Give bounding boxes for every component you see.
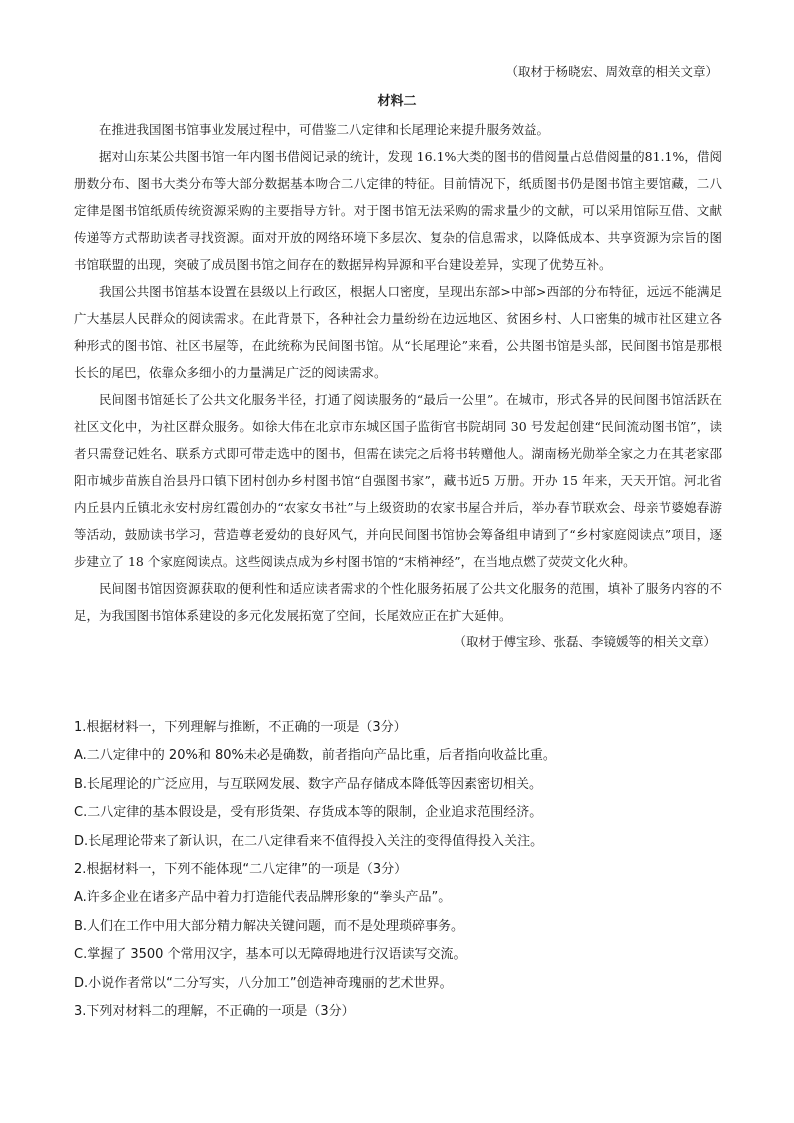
- question-1-option-a: A.二八定律中的 20%和 80%未必是确数，前者指向产品比重，后者指向收益比重。: [74, 748, 556, 764]
- material-title: 材料二: [377, 94, 417, 109]
- paragraph: 民间图书馆延长了公共文化服务半径，打通了阅读服务的“最后一公里”。在城市，形式各异的民间图书馆活跃在社区文化中，为社区群众服务。如徐大伟在北京市东城区国子监街官书院胡同 30 号发起创建“民间流动图书馆”，读者只需登记姓名、联系方式即可带走选中的图书，但需在读完之后将书转赠他人。湖南杨光勋举全家之力在其老家邵阳市城步苗族自治县丹口镇下团村创办乡村图书馆“自强图书家”，藏书近5 万册。开办 15 年来，天天开馆。河北省内丘县内丘镇北永安村房红霞创办的“农家女书社”与上级资助的农家书屋合并后，举办春节联欢会、母亲节婆媳春游等活动，鼓励读书学习，营造尊老爱幼的良好风气，并向民间图书馆协会筹备组申请到了“乡村家庭阅读点”项目，逐步建立了 18 个家庭阅读点。这些阅读点成为乡村图书馆的“末梢神经”，在当地点燃了荧荧文化火种。: [74, 392, 722, 569]
- paragraph: 我国公共图书馆基本设置在县级以上行政区，根据人口密度，呈现出东部>中部>西部的分布特征，远远不能满足广大基层人民群众的阅读需求。在此背景下，各种社会力量纷纷在边远地区、贫困乡村、人口密集的城市社区建立各种形式的图书馆、社区书屋等，在此统称为民间图书馆。从“长尾理论”来看，公共图书馆是头部，民间图书馆是那根长长的尾巴，依靠众多细小的力量满足广泛的阅读需求。: [74, 284, 722, 380]
- question-1-option-c: C.二八定律的基本假设是，受有形货架、存货成本等的限制，企业追求范围经济。: [74, 805, 543, 821]
- question-2-option-c: C.掌握了 3500 个常用汉字，基本可以无障碍地进行汉语读写交流。: [74, 947, 467, 963]
- paragraph: 据对山东某公共图书馆一年内图书借阅记录的统计，发现 16.1%大类的图书的借阅量占总借阅量的81.1%，借阅册数分布、图书大类分布等大部分数据基本吻合二八定律的特征。目前情况下，纸质图书仍是图书馆主要馆藏，二八定律是图书馆纸质传统资源采购的主要指导方针。对于图书馆无法采购的需求量少的文献，可以采用馆际互借、文献传递等方式帮助读者寻找资源。面对开放的网络环境下多层次、复杂的信息需求，以降低成本、共享资源为宗旨的图书馆联盟的出现，突破了成员图书馆之间存在的数据异构异源和平台建设差异，实现了优势互补。: [74, 149, 722, 272]
- paragraph: 民间图书馆因资源获取的便利性和适应读者需求的个性化服务拓展了公共文化服务的范围，填补了服务内容的不足，为我国图书馆体系建设的多元化发展拓宽了空间，长尾效应正在扩大延伸。: [74, 581, 722, 623]
- question-3-stem: 3.下列对材料二的理解，不正确的一项是（3分）: [74, 1004, 355, 1020]
- question-list: [74, 714, 734, 1026]
- material-two-body: [74, 116, 722, 655]
- question-1-option-b: B.长尾理论的广泛应用，与互联网发展、数字产品存储成本降低等因素密切相关。: [74, 776, 543, 792]
- question-1-option-d: D.长尾理论带来了新认识，在二八定律看来不值得投入关注的变得值得投入关注。: [74, 833, 544, 849]
- question-1-stem: 1.根据材料一，下列理解与推断，不正确的一项是（3分）: [74, 720, 407, 735]
- question-2-option-b: B.人们在工作中用大部分精力解决关键问题，而不是处理琐碎事务。: [74, 918, 465, 934]
- question-2-option-a: A.许多企业在诸多产品中着力打造能代表品牌形象的“拳头产品”。: [74, 890, 452, 906]
- question-2-option-d: D.小说作者常以“二分写实，八分加工”创造神奇瑰丽的艺术世界。: [74, 975, 453, 991]
- paragraph: 在推进我国图书馆事业发展过程中，可借鉴二八定律和长尾理论来提升服务效益。: [99, 122, 550, 137]
- question-2-stem: 2.根据材料一，下列不能体现“二八定律”的一项是（3分）: [74, 862, 408, 878]
- source-citation-top: （取材于杨晓宏、周效章的相关文章）: [505, 64, 718, 79]
- source-citation-bottom: （取材于傅宝珍、张磊、李镜媛等的相关文章）: [453, 634, 716, 649]
